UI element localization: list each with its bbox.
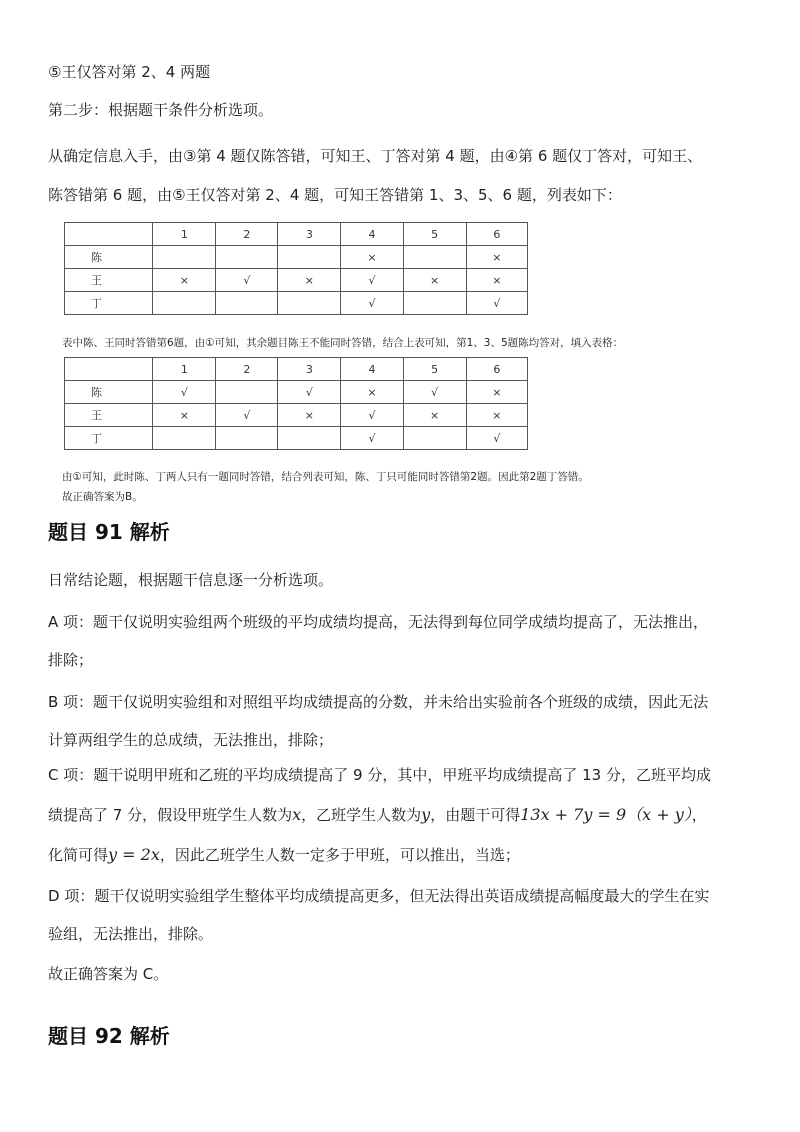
header-cell: 4 [341,223,403,246]
answer-table-1 [64,222,528,315]
table-note-2: 由①可知，此时陈、丁两人只有一题同时答错，结合列表可知，陈、丁只可能同时答错第2题。因此第2题丁答错。 [62,471,589,483]
q91-intro: 日常结论题，根据题干信息逐一分析选项。 [48,571,334,589]
step-line-3: 从确定信息入手，由③第 4 题仅陈答错，可知王、丁答对第 4 题，由④第 6 题仅丁答对，可知王、 [48,147,703,165]
table-row [65,404,528,427]
table-cell: √ [216,404,278,427]
row-label-cell: 丁 [65,292,153,315]
q91-option-b-line2: 计算两组学生的总成绩，无法推出，排除； [48,731,334,749]
table-cell: × [153,404,216,427]
table-cell: √ [341,404,403,427]
header-cell: 4 [341,358,403,381]
table-cell: × [153,269,216,292]
table-cell [153,292,216,315]
table-cell [403,292,466,315]
q91-option-a-line2: 排除； [48,651,94,669]
math-equation-1: 13x + 7y = 9（x + y） [520,805,692,824]
table-cell: × [341,381,403,404]
c-line2-part-c: ，由题干可得 [430,806,521,824]
table-cell [278,246,341,269]
table-row [65,381,528,404]
table-cell: × [466,246,527,269]
q91-option-b [48,683,748,759]
q91-option-c-line3 [48,835,748,875]
table-cell: × [466,404,527,427]
table-note-1: 表中陈、王同时答错第6题，由①可知，其余题目陈王不能同时答错，结合上表可知，第1、3、5题陈均答对，填入表格： [62,337,624,349]
table-cell [278,427,341,450]
table-cell: × [278,269,341,292]
q91-heading: 题目 91 解析 [48,520,170,544]
step-line-1: ⑤王仅答对第 2、4 两题 [48,63,211,81]
header-cell: 1 [153,223,216,246]
table-row [65,269,528,292]
table-cell: × [341,246,403,269]
q91-answer: 故正确答案为 C。 [48,965,169,983]
q91-option-d [48,877,748,953]
step-line-4: 陈答错第 6 题，由⑤王仅答对第 2、4 题，可知王答错第 1、3、5、6 题，列表如下： [48,186,622,204]
table-cell: √ [466,292,527,315]
table-cell: √ [153,381,216,404]
q91-option-c-line2 [48,795,748,835]
table-cell: √ [341,427,403,450]
header-cell: 3 [278,223,341,246]
header-cell [65,223,153,246]
header-cell: 1 [153,358,216,381]
table-cell [153,246,216,269]
table-row [65,292,528,315]
row-label-cell: 丁 [65,427,153,450]
q91-option-c-line1: C 项：题干说明甲班和乙班的平均成绩提高了 9 分，其中，甲班平均成绩提高了 13 分，乙班平均成 [48,766,711,784]
header-cell: 5 [403,358,466,381]
q91-option-d-line1: D 项：题干仅说明实验组学生整体平均成绩提高更多，但无法得出英语成绩提高幅度最大的学生在实 [48,887,710,905]
header-cell [65,358,153,381]
table-header-row [65,223,528,246]
table-cell [216,292,278,315]
q92-heading: 题目 92 解析 [48,1024,170,1048]
table-cell: √ [403,381,466,404]
table-cell [216,246,278,269]
table-cell: √ [341,292,403,315]
table-cell [216,381,278,404]
c-line3-part-b: ，因此乙班学生人数一定多于甲班，可以推出，当选； [159,846,520,864]
table-row [65,246,528,269]
table-row [65,427,528,450]
row-label-cell: 陈 [65,246,153,269]
math-equation-2: y = 2x [108,845,160,864]
row-label-cell: 王 [65,404,153,427]
q91-option-b-line1: B 项：题干仅说明实验组和对照组平均成绩提高的分数，并未给出实验前各个班级的成绩，因此无法 [48,693,709,711]
table-cell: × [466,269,527,292]
q91-option-a-line1: A 项：题干仅说明实验组两个班级的平均成绩均提高，无法得到每位同学成绩均提高了，无法推出， [48,613,709,631]
table-cell [216,427,278,450]
table-cell: × [403,404,466,427]
row-label-cell: 陈 [65,381,153,404]
table-cell: × [278,404,341,427]
row-label-cell: 王 [65,269,153,292]
header-cell: 2 [216,358,278,381]
c-line2-part-a: 绩提高了 7 分，假设甲班学生人数为 [48,806,293,824]
c-line3-part-a: 化简可得 [48,846,109,864]
table-cell: × [466,381,527,404]
c-line2-part-b: ，乙班学生人数为 [301,806,422,824]
table-cell [153,427,216,450]
math-var-y: y [421,805,431,824]
table-note-3: 故正确答案为B。 [62,491,143,503]
table-cell [403,246,466,269]
table-cell: √ [216,269,278,292]
c-line2-part-d: ， [691,806,707,824]
table-cell: × [403,269,466,292]
table-cell: √ [466,427,527,450]
table-cell [278,292,341,315]
header-cell: 6 [466,358,527,381]
header-cell: 2 [216,223,278,246]
table-cell [403,427,466,450]
table-cell: √ [278,381,341,404]
header-cell: 5 [403,223,466,246]
q91-option-a [48,603,748,679]
math-var-x: x [292,805,302,824]
header-cell: 3 [278,358,341,381]
q91-option-d-line2: 验组，无法推出，排除。 [48,925,214,943]
table-header-row [65,358,528,381]
q91-option-c [48,755,748,875]
table-cell: √ [341,269,403,292]
header-cell: 6 [466,223,527,246]
step-line-2: 第二步：根据题干条件分析选项。 [48,101,274,119]
answer-table-2 [64,357,528,450]
